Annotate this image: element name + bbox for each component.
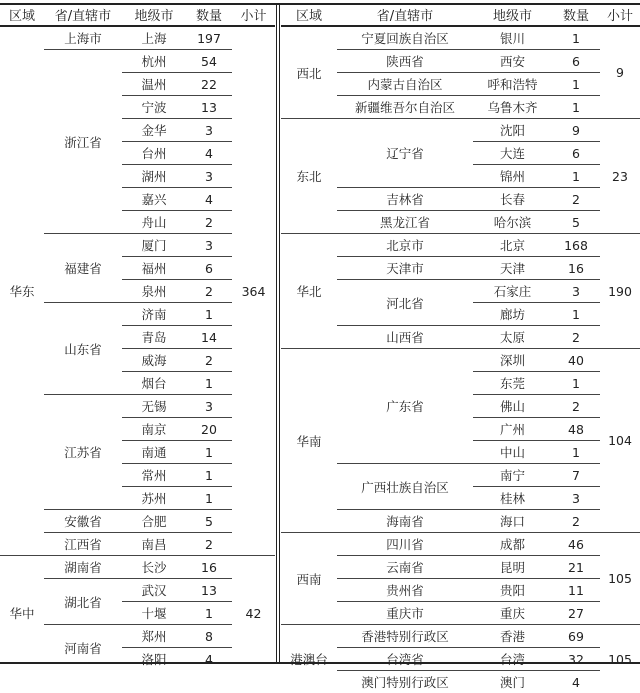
province-cell: 海南省 [337,510,473,533]
city-cell: 无锡 [122,395,186,418]
count-cell: 3 [552,280,600,303]
count-cell: 54 [186,50,232,73]
header-subtotal: 小计 [600,3,640,26]
subtotal-cell: 9 [600,26,640,119]
count-cell: 16 [186,556,232,579]
count-cell: 2 [186,211,232,234]
province-cell: 上海市 [44,26,122,50]
city-cell: 廊坊 [473,303,552,326]
province-cell: 江苏省 [44,395,122,510]
count-cell: 6 [186,257,232,280]
province-cell: 广东省 [337,349,473,464]
city-cell: 青岛 [122,326,186,349]
province-cell: 宁夏回族自治区 [337,26,473,50]
count-cell: 14 [186,326,232,349]
city-cell: 大连 [473,142,552,165]
province-cell: 贵州省 [337,579,473,602]
table-row [281,119,640,142]
count-cell: 27 [552,602,600,625]
city-cell: 乌鲁木齐 [473,96,552,119]
city-cell: 合肥 [122,510,186,533]
city-cell: 南昌 [122,533,186,556]
count-cell: 197 [186,26,232,50]
city-cell: 呼和浩特 [473,73,552,96]
city-cell: 哈尔滨 [473,211,552,234]
city-cell: 舟山 [122,211,186,234]
city-cell: 桂林 [473,487,552,510]
table-row [0,26,275,50]
header-province: 省/直辖市 [44,3,122,26]
count-cell: 1 [186,464,232,487]
city-cell: 嘉兴 [122,188,186,211]
count-cell: 16 [552,257,600,280]
province-cell: 四川省 [337,533,473,556]
city-cell: 威海 [122,349,186,372]
city-cell: 天津 [473,257,552,280]
subtotal-cell: 190 [600,234,640,349]
count-cell: 32 [552,648,600,671]
region-cell: 港澳台 [281,625,337,693]
province-cell: 北京市 [337,234,473,257]
city-cell: 福州 [122,257,186,280]
province-cell: 辽宁省 [337,119,473,188]
province-cell: 广西壮族自治区 [337,464,473,510]
city-cell: 杭州 [122,50,186,73]
table-row [281,234,640,257]
city-cell: 苏州 [122,487,186,510]
count-cell: 5 [552,211,600,234]
count-cell: 1 [552,303,600,326]
province-cell: 山西省 [337,326,473,349]
city-cell: 海口 [473,510,552,533]
province-cell: 澳门特别行政区 [337,671,473,693]
count-cell: 48 [552,418,600,441]
subtotal-cell: 364 [232,26,275,556]
province-cell: 内蒙古自治区 [337,73,473,96]
city-cell: 长春 [473,188,552,211]
province-cell: 湖南省 [44,556,122,579]
count-cell: 21 [552,556,600,579]
count-cell: 168 [552,234,600,257]
province-cell: 湖北省 [44,579,122,625]
city-cell: 台州 [122,142,186,165]
table-row [281,349,640,372]
count-cell: 46 [552,533,600,556]
city-cell: 重庆 [473,602,552,625]
city-cell: 太原 [473,326,552,349]
header-subtotal: 小计 [232,3,275,26]
subtotal-cell: 23 [600,119,640,234]
count-cell: 2 [186,349,232,372]
region-cell: 华中 [0,556,44,671]
count-cell: 1 [552,372,600,395]
province-cell: 重庆市 [337,602,473,625]
table-row [281,533,640,556]
city-cell: 郑州 [122,625,186,648]
province-cell: 河南省 [44,625,122,671]
city-cell: 香港 [473,625,552,648]
city-cell: 广州 [473,418,552,441]
count-cell: 1 [552,73,600,96]
count-cell: 3 [186,395,232,418]
city-cell: 上海 [122,26,186,50]
city-cell: 济南 [122,303,186,326]
header-region: 区域 [281,3,337,26]
province-cell: 云南省 [337,556,473,579]
header-city: 地级市 [473,3,552,26]
count-cell: 3 [186,165,232,188]
count-cell: 2 [552,188,600,211]
right-header-row [281,3,640,26]
subtotal-cell: 42 [232,556,275,671]
subtotal-cell: 105 [600,533,640,625]
table-row [281,625,640,648]
header-count: 数量 [186,3,232,26]
count-cell: 4 [552,671,600,693]
region-cell: 西南 [281,533,337,625]
right-table [281,3,640,693]
city-cell: 湖州 [122,165,186,188]
count-cell: 22 [186,73,232,96]
city-cell: 长沙 [122,556,186,579]
subtotal-cell: 104 [600,349,640,533]
count-cell: 1 [552,96,600,119]
count-cell: 2 [186,280,232,303]
count-cell: 1 [186,303,232,326]
count-cell: 20 [186,418,232,441]
province-cell: 吉林省 [337,188,473,211]
province-cell: 浙江省 [44,50,122,234]
city-cell: 南通 [122,441,186,464]
city-cell: 宁波 [122,96,186,119]
left-outer-divider [276,3,277,664]
count-cell: 8 [186,625,232,648]
city-cell: 十堰 [122,602,186,625]
table-row [0,556,275,579]
city-cell: 武汉 [122,579,186,602]
count-cell: 3 [186,119,232,142]
header-count: 数量 [552,3,600,26]
count-cell: 1 [186,487,232,510]
count-cell: 4 [186,188,232,211]
count-cell: 69 [552,625,600,648]
count-cell: 13 [186,96,232,119]
province-cell: 江西省 [44,533,122,556]
province-cell: 新疆维吾尔自治区 [337,96,473,119]
count-cell: 1 [552,441,600,464]
city-cell: 南京 [122,418,186,441]
city-cell: 泉州 [122,280,186,303]
city-cell: 南宁 [473,464,552,487]
count-cell: 1 [552,26,600,50]
count-cell: 1 [186,602,232,625]
city-cell: 深圳 [473,349,552,372]
province-cell: 陕西省 [337,50,473,73]
left-header-row [0,3,275,26]
city-cell: 成都 [473,533,552,556]
city-cell: 烟台 [122,372,186,395]
province-cell: 河北省 [337,280,473,326]
count-cell: 3 [186,234,232,257]
table-row [281,26,640,50]
province-cell: 天津市 [337,257,473,280]
count-cell: 6 [552,142,600,165]
region-cell: 华南 [281,349,337,533]
count-cell: 2 [552,326,600,349]
region-cell: 东北 [281,119,337,234]
left-table [0,3,275,670]
count-cell: 3 [552,487,600,510]
city-cell: 台湾 [473,648,552,671]
city-cell: 金华 [122,119,186,142]
header-region: 区域 [0,3,44,26]
header-province: 省/直辖市 [337,3,473,26]
count-cell: 9 [552,119,600,142]
city-cell: 温州 [122,73,186,96]
right-outer-divider [279,3,280,664]
count-cell: 7 [552,464,600,487]
subtotal-cell: 105 [600,625,640,693]
province-cell: 台湾省 [337,648,473,671]
count-cell: 2 [552,395,600,418]
count-cell: 5 [186,510,232,533]
count-cell: 1 [186,441,232,464]
city-cell: 澳门 [473,671,552,693]
city-cell: 北京 [473,234,552,257]
count-cell: 1 [186,372,232,395]
province-cell: 山东省 [44,303,122,395]
city-cell: 沈阳 [473,119,552,142]
city-cell: 昆明 [473,556,552,579]
region-cell: 华东 [0,26,44,556]
province-cell: 香港特别行政区 [337,625,473,648]
count-cell: 11 [552,579,600,602]
city-cell: 东莞 [473,372,552,395]
province-cell: 福建省 [44,234,122,303]
region-cell: 西北 [281,26,337,119]
header-city: 地级市 [122,3,186,26]
count-cell: 2 [186,533,232,556]
city-cell: 贵阳 [473,579,552,602]
city-cell: 石家庄 [473,280,552,303]
count-cell: 2 [552,510,600,533]
province-cell: 安徽省 [44,510,122,533]
province-cell: 黑龙江省 [337,211,473,234]
count-cell: 1 [552,165,600,188]
city-cell: 常州 [122,464,186,487]
city-cell: 中山 [473,441,552,464]
city-cell: 厦门 [122,234,186,257]
city-cell: 银川 [473,26,552,50]
count-cell: 40 [552,349,600,372]
count-cell: 4 [186,142,232,165]
region-cell: 华北 [281,234,337,349]
city-cell: 西安 [473,50,552,73]
city-cell: 锦州 [473,165,552,188]
city-cell: 佛山 [473,395,552,418]
count-cell: 4 [186,648,232,671]
city-cell: 洛阳 [122,648,186,671]
count-cell: 13 [186,579,232,602]
count-cell: 6 [552,50,600,73]
